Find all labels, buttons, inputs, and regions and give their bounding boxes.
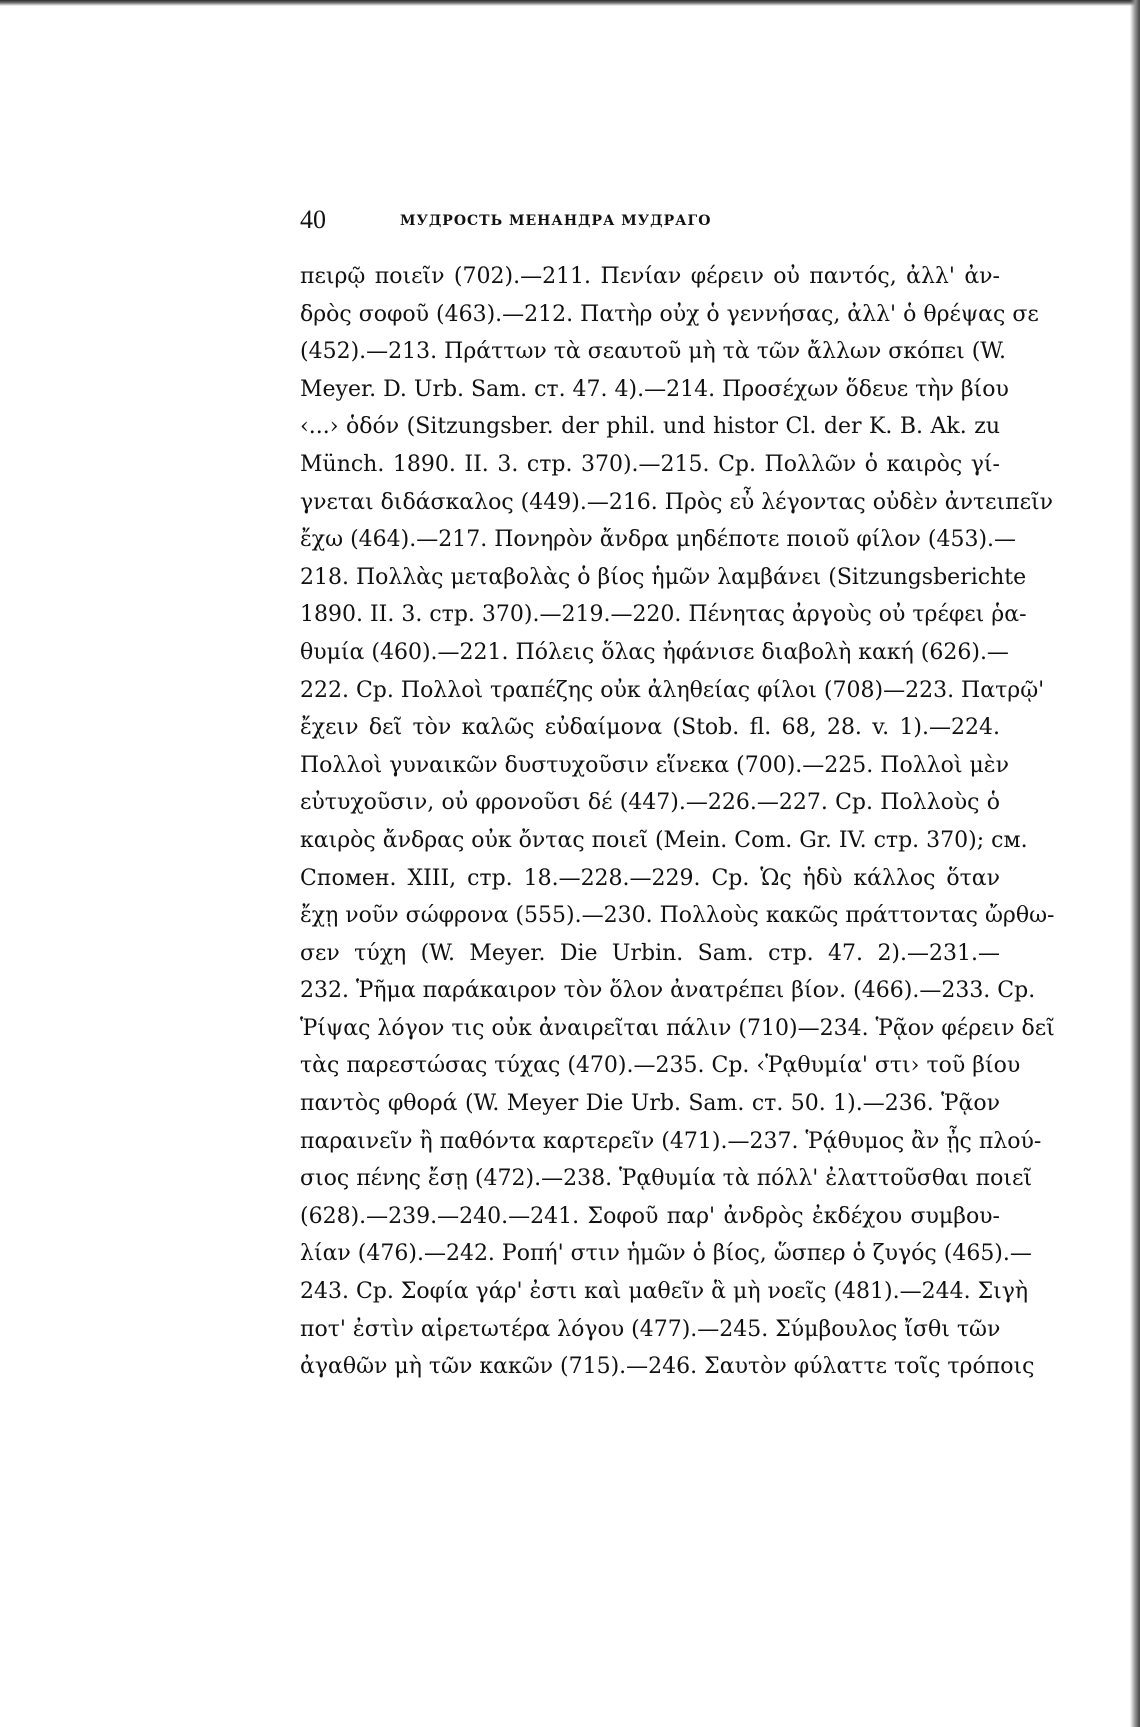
text-line: ἔχω (464).—217. Πονηρὸν ἄνδρα μηδέποτε ποιοῦ φίλον (453).— bbox=[300, 527, 1017, 553]
text-line: γνεται διδάσκαλος (449).—216. Πρὸς εὖ λέγοντας οὐδὲν ἀντειπεῖν bbox=[300, 489, 1054, 515]
text-line: ἔχειν δεῖ τὸν καλῶς εὐδαίμονα (Stob. fl. 68, 28. v. 1).—224. bbox=[300, 715, 1000, 741]
text-line: θυμία (460).—221. Πόλεις ὅλας ἠφάνισε διαβολὴ κακή (626).— bbox=[300, 639, 1009, 665]
text-line: ἔχῃ νοῦν σώφρονα (555).—230. Πολλοὺς κακῶς πράττοντας ὤρθω- bbox=[300, 903, 1055, 929]
text-line: 218. Πολλὰς μεταβολὰς ὁ βίος ἡμῶν λαμβάνει (Sitzungsberichte bbox=[300, 564, 1027, 590]
text-line: δρὸς σοφοῦ (463).—212. Πατὴρ οὐχ ὁ γεννήσας, ἀλλ' ὁ θρέψας σε bbox=[300, 301, 1039, 327]
text-line: ποτ' ἐστὶν αἱρετωτέρα λόγου (477).—245. Σύμβουλος ἴσθι τῶν bbox=[300, 1316, 1001, 1342]
text-line: 1890. II. 3. стр. 370).—219.—220. Πένητας ἀργοὺς οὐ τρέφει ῥα- bbox=[300, 602, 1027, 628]
text-line: Meyer. D. Urb. Sam. ст. 47. 4).—214. Προσέχων ὅδευε τὴν βίου bbox=[300, 376, 1009, 402]
text-line: καιρὸς ἄνδρας οὐκ ὄντας ποιεῖ (Mein. Com. Gr. IV. стр. 370); см. bbox=[300, 827, 1028, 853]
running-title: МУДРОСТЬ МЕНАНДРА МУДРАГО bbox=[400, 213, 712, 229]
text-line: τὰς παρεστώσας τύχας (470).—235. Ср. ‹Ῥᾳθυμία' στι› τοῦ βίου bbox=[300, 1053, 1021, 1079]
text-line: Münch. 1890. II. 3. стр. 370).—215. Ср. Πολλῶν ὁ καιρὸς γί- bbox=[300, 451, 1000, 477]
text-line: Πολλοὶ γυναικῶν δυστυχοῦσιν εἵνεκα (700).—225. Πολλοὶ μὲν bbox=[300, 752, 1009, 778]
text-body bbox=[300, 258, 1055, 1386]
page-number: 40 bbox=[300, 205, 326, 234]
running-head bbox=[300, 205, 1000, 245]
text-line: 243. Ср. Σοφία γάρ' ἐστι καὶ μαθεῖν ἃ μὴ νοεῖς (481).—244. Σιγὴ bbox=[300, 1279, 1029, 1305]
text-line: ‹...› ὁδόν (Sitzungsber. der phil. und histor Cl. der K. B. Ak. zu bbox=[300, 414, 1000, 440]
text-line: παντὸς φθορά (W. Meyer Die Urb. Sam. ст. 50. 1).—236. Ῥᾷον bbox=[300, 1091, 1000, 1117]
text-line: παραινεῖν ἢ παθόντα καρτερεῖν (471).—237. Ῥᾴθυμος ἂν ᾖς πλού- bbox=[300, 1128, 1042, 1154]
text-line: σεν τύχη (W. Meyer. Die Urbin. Sam. стр. 47. 2).—231.— bbox=[300, 940, 1000, 966]
text-line: Ῥίψας λόγον τις οὐκ ἀναιρεῖται πάλιν (710)—234. Ῥᾷον φέρειν δεῖ bbox=[300, 1015, 1055, 1041]
text-line: σιος πένης ἔσῃ (472).—238. Ῥᾳθυμία τὰ πόλλ' ἐλαττοῦσθαι ποιεῖ bbox=[300, 1166, 1032, 1192]
text-line: Спомен. XIII, стр. 18.—228.—229. Ср. Ὡς ἡδὺ κάλλος ὅταν bbox=[300, 865, 1000, 891]
scan-top-edge bbox=[0, 0, 1140, 6]
text-line: λίαν (476).—242. Ροπή' στιν ἡμῶν ὁ βίος, ὥσπερ ὁ ζυγός (465).— bbox=[300, 1241, 1032, 1267]
scan-right-edge bbox=[1130, 0, 1140, 1727]
text-line: πειρῷ ποιεῖν (702).—211. Πενίαν φέρειν οὐ παντός, ἀλλ' ἀν- bbox=[300, 264, 1000, 289]
text-line: (628).—239.—240.—241. Σοφοῦ παρ' ἀνδρὸς ἐκδέχου συμβου- bbox=[300, 1203, 1000, 1229]
text-line: 232. Ῥῆμα παράκαιρον τὸν ὅλον ἀνατρέπει βίον. (466).—233. Ср. bbox=[300, 978, 1036, 1004]
text-line: (452).—213. Πράττων τὰ σεαυτοῦ μὴ τὰ τῶν ἄλλων σκόπει (W. bbox=[300, 339, 1007, 365]
text-line: ἀγαθῶν μὴ τῶν κακῶν (715).—246. Σαυτὸν φύλαττε τοῖς τρόποις bbox=[300, 1354, 1035, 1380]
text-line: εὐτυχοῦσιν, οὐ φρονοῦσι δέ (447).—226.—227. Ср. Πολλοὺς ὁ bbox=[300, 790, 1000, 816]
text-line: 222. Ср. Πολλοὶ τραπέζης οὐκ ἀληθείας φίλοι (708)—223. Πατρῷ' bbox=[300, 677, 1045, 703]
